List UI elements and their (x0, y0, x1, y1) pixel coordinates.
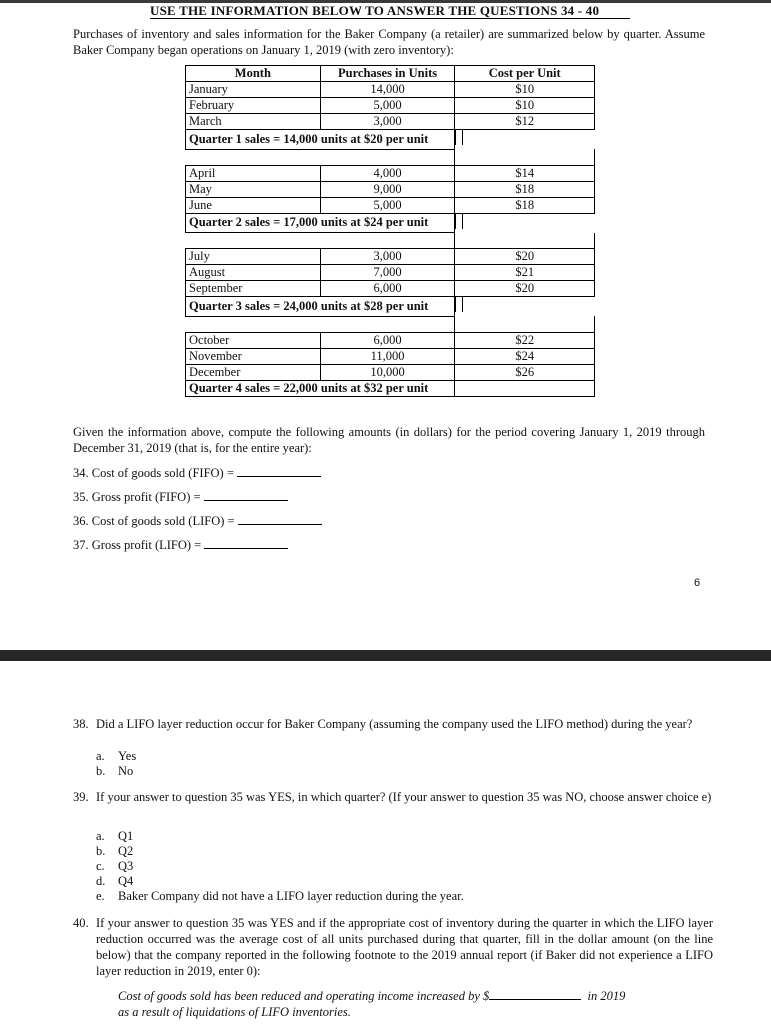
question-text: 37. Gross profit (LIFO) = (73, 538, 202, 552)
question-36 (73, 512, 322, 529)
question-text: Did a LIFO layer reduction occur for Baker Company (assuming the company used the LIFO method) during the year? (96, 717, 693, 731)
cost-cell: $18 (455, 197, 595, 213)
cost-cell: $20 (455, 249, 595, 265)
question-34 (73, 464, 321, 481)
footnote (118, 987, 698, 1020)
list-item[interactable]: d. Q4 (96, 874, 134, 888)
table-row (186, 348, 595, 364)
units-cell: 6,000 (320, 281, 455, 297)
table-row (186, 281, 595, 297)
units-cell: 10,000 (320, 364, 455, 380)
sales-summary: Quarter 2 sales = 17,000 units at $24 per unit (186, 213, 455, 233)
units-cell: 6,000 (320, 332, 455, 348)
cost-cell: $22 (455, 332, 595, 348)
footnote-line2: as a result of liquidations of LIFO inventories. (118, 1005, 351, 1019)
list-item[interactable]: b. Q2 (96, 844, 134, 858)
units-cell: 14,000 (320, 82, 455, 98)
question-text: If your answer to question 35 was YES, in which quarter? (If your answer to question 35 was NO, choose answer choice e) (96, 790, 712, 804)
units-cell: 7,000 (320, 265, 455, 281)
question-38 (73, 716, 713, 732)
sales-summary: Quarter 3 sales = 24,000 units at $28 per unit (186, 297, 455, 317)
question-text: If your answer to question 35 was YES and if the appropriate cost of inventory during the quarter in which the LIFO layer reduction occurred was the average cost of all units purchased during that quarter, fill in the dollar amount (on the line below) that the company reported in the following footnote to the 2019 annual report (if Baker did not experience a LIFO layer reduction in 2019, enter 0): (96, 916, 713, 978)
sales-summary: Quarter 4 sales = 22,000 units at $32 per unit (186, 380, 455, 396)
units-cell: 5,000 (320, 98, 455, 114)
cost-cell: $24 (455, 348, 595, 364)
cost-cell: $12 (455, 114, 595, 130)
month-cell: May (186, 181, 321, 197)
units-cell: 11,000 (320, 348, 455, 364)
intro-paragraph: Purchases of inventory and sales information for the Baker Company (a retailer) are summarized below by quarter. Assume Baker Company began operations on January 1, 2019 (with zero inventory): (73, 27, 705, 57)
units-cell: 5,000 (320, 197, 455, 213)
units-cell: 4,000 (320, 165, 455, 181)
answer-line[interactable] (204, 488, 288, 501)
question-text: 36. Cost of goods sold (LIFO) = (73, 514, 235, 528)
month-cell: November (186, 348, 321, 364)
footnote-year: in 2019 (587, 989, 626, 1003)
question-number: 39. (73, 790, 89, 804)
cost-cell: $10 (455, 98, 595, 114)
month-cell: February (186, 98, 321, 114)
list-item[interactable]: e. Baker Company did not have a LIFO layer reduction during the year. (96, 889, 464, 903)
question-35 (73, 488, 288, 505)
sales-row (186, 297, 595, 317)
cost-cell: $26 (455, 364, 595, 380)
table-row (186, 114, 595, 130)
cost-cell: $21 (455, 265, 595, 281)
footnote-answer-line[interactable] (489, 987, 581, 1000)
units-cell: 3,000 (320, 114, 455, 130)
question-37 (73, 536, 288, 553)
cost-cell: $18 (455, 181, 595, 197)
sales-row (186, 380, 595, 396)
answer-line[interactable] (238, 512, 322, 525)
table-row (186, 265, 595, 281)
table-row (186, 249, 595, 265)
header-month: Month (186, 66, 321, 82)
instructions-paragraph: Given the information above, compute the following amounts (in dollars) for the period covering January 1, 2019 through December 31, 2019 (that is, for the entire year): (73, 425, 705, 455)
sales-row (186, 130, 595, 150)
footnote-text: Cost of goods sold has been reduced and operating income increased by $ (118, 989, 490, 1003)
list-item[interactable]: a. Q1 (96, 829, 134, 843)
month-cell: September (186, 281, 321, 297)
page-number: 6 (694, 577, 701, 589)
table-row (186, 165, 595, 181)
table-row (186, 197, 595, 213)
table-row (186, 181, 595, 197)
header-purchases: Purchases in Units (320, 66, 455, 82)
table-header-row (186, 66, 595, 82)
question-40 (73, 915, 713, 979)
table-row (186, 364, 595, 380)
month-cell: January (186, 82, 321, 98)
question-text: 34. Cost of goods sold (FIFO) = (73, 466, 234, 480)
month-cell: October (186, 332, 321, 348)
month-cell: April (186, 165, 321, 181)
cost-cell: $20 (455, 281, 595, 297)
question-39 (73, 789, 713, 805)
question-text: 35. Gross profit (FIFO) = (73, 490, 201, 504)
answer-line[interactable] (204, 536, 288, 549)
q39-options (96, 829, 464, 904)
table-row (186, 82, 595, 98)
table-row (186, 98, 595, 114)
section-heading: USE THE INFORMATION BELOW TO ANSWER THE QUESTIONS 34 - 40 (150, 3, 630, 19)
q38-options (96, 749, 136, 779)
page-divider (0, 650, 771, 661)
cost-cell: $10 (455, 82, 595, 98)
month-cell: June (186, 197, 321, 213)
list-item[interactable]: c. Q3 (96, 859, 134, 873)
question-number: 38. (73, 717, 89, 731)
sales-row (186, 213, 595, 233)
units-cell: 3,000 (320, 249, 455, 265)
question-number: 40. (73, 916, 89, 930)
list-item[interactable]: a. Yes (96, 749, 137, 763)
month-cell: March (186, 114, 321, 130)
header-cost: Cost per Unit (455, 66, 595, 82)
month-cell: July (186, 249, 321, 265)
table-row (186, 332, 595, 348)
cost-cell: $14 (455, 165, 595, 181)
list-item[interactable]: b. No (96, 764, 134, 778)
sales-summary: Quarter 1 sales = 14,000 units at $20 per unit (186, 130, 455, 150)
month-cell: August (186, 265, 321, 281)
units-cell: 9,000 (320, 181, 455, 197)
inventory-table (185, 65, 595, 397)
month-cell: December (186, 364, 321, 380)
answer-line[interactable] (237, 464, 321, 477)
